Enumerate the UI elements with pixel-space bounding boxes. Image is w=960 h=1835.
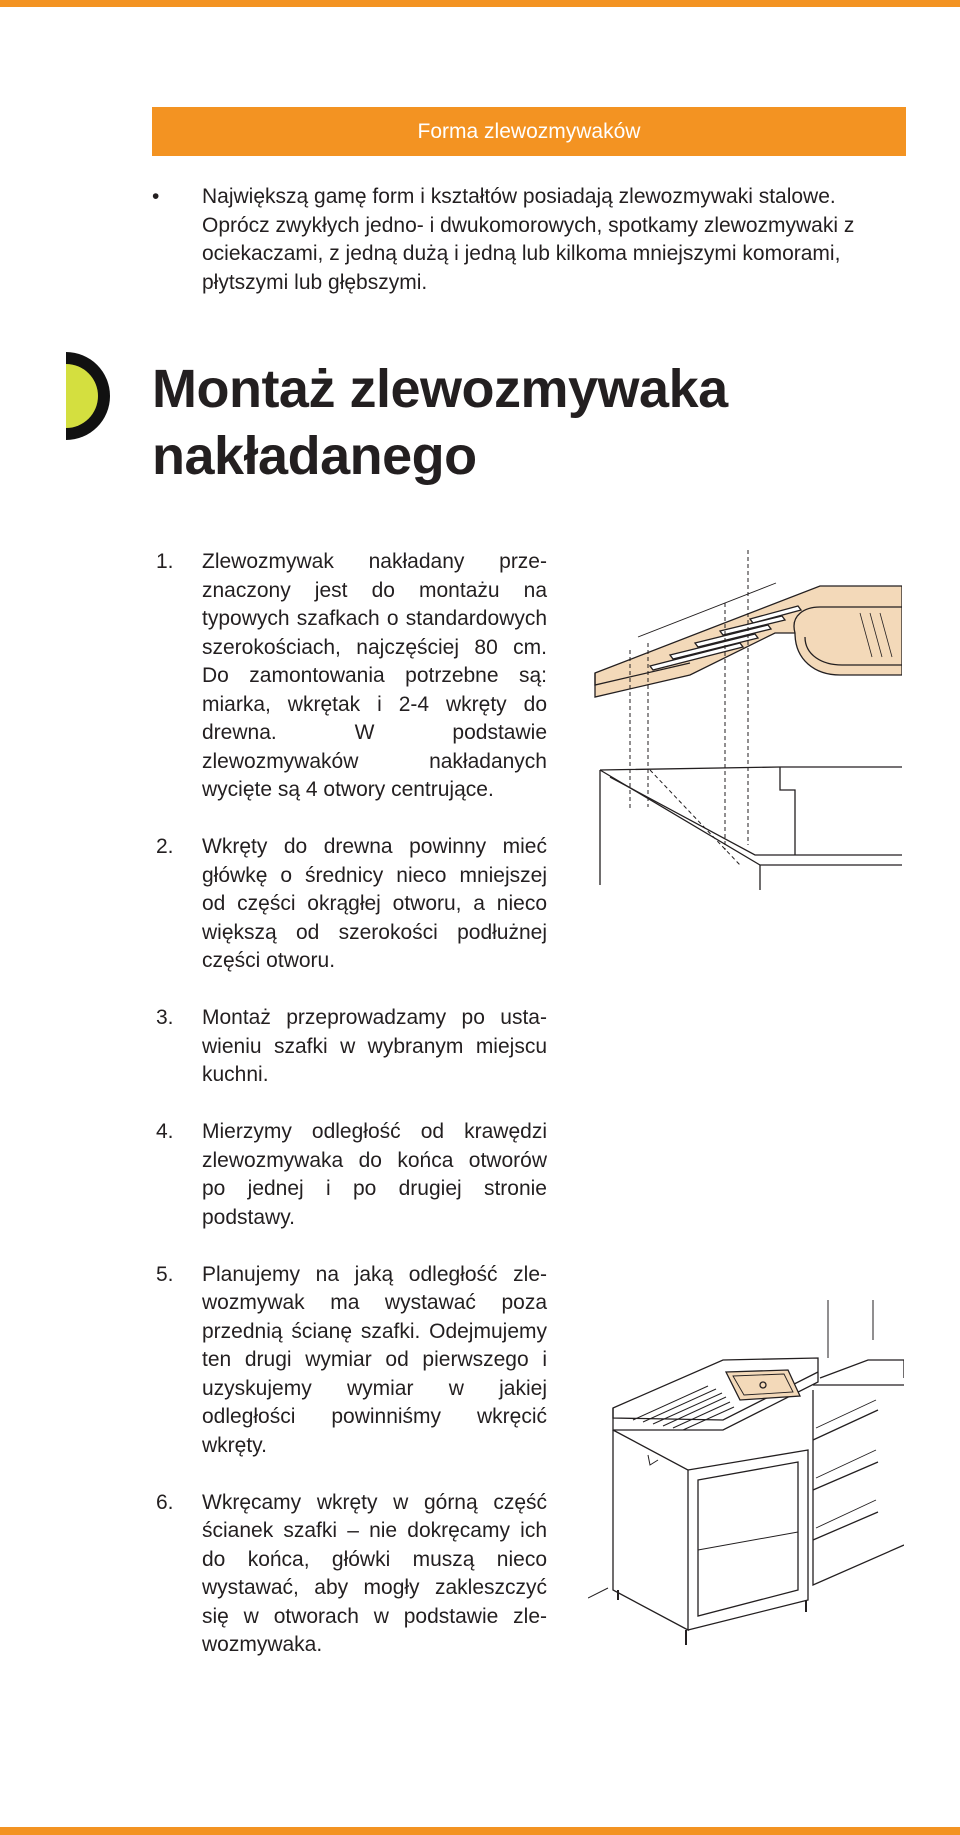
section-banner [152, 107, 906, 156]
step-text: Wkręty do drewna powinny mieć główkę o średnicy nieco mniejszej od części okrągłej otworu, a nieco większą od szerokości podłużnej części otworu. [202, 835, 547, 972]
screw-mark [648, 1455, 658, 1465]
intro-bullet-paragraph [152, 183, 906, 297]
alignment-line [650, 770, 740, 865]
step-item [152, 1004, 547, 1090]
bullet-glyph: • [152, 185, 160, 208]
drawer-divider [813, 1512, 878, 1540]
step-number: 2. [156, 835, 174, 858]
counter-top [820, 1360, 904, 1378]
drawer-divider [813, 1462, 878, 1490]
step-text: Mierzymy odległość od krawędzi zlewozmywaka do końca otworów po jednej i po drugiej stronie podstawy. [202, 1120, 547, 1229]
cabinet-opening [698, 1462, 798, 1616]
step-text: Wkręcamy wkręty w górną część ścianek szafki – nie dokręcamy ich do końca, główki muszą nieco wystawać, aby mogły zakleszczyć się w otworach w podstawie zlewozmywaka. [202, 1490, 547, 1656]
step-text: Zlewozmywak nakładany przeznaczony jest do montażu na typowych szafkach o standardowych szerokościach, najczęściej 80 cm. Do zamontowania potrzebne są: miarka, wkrętak i 2-4 wkręty do drewna. W podstawie zlewozmywaków nakładanych wycięte są 4 otwory centrujące. [202, 550, 547, 801]
drawer-handle [816, 1400, 876, 1528]
bottom-accent-rule [0, 1827, 960, 1835]
page-heading: Montaż zlewozmywaka nakładanego [152, 359, 728, 486]
step-item [152, 548, 547, 805]
cabinet-top-front [600, 770, 902, 865]
cabinet-shelf [698, 1532, 798, 1550]
chapter-marker-icon [66, 352, 110, 440]
cabinet-side [613, 1430, 688, 1630]
top-accent-rule [0, 0, 960, 7]
step-number: 3. [156, 1006, 174, 1029]
cabinet-top-back [600, 767, 902, 770]
mounted-sink-illustration [588, 1300, 904, 1650]
step-item [152, 1118, 547, 1232]
cabinet-leg [618, 1590, 806, 1645]
step-number: 6. [156, 1490, 174, 1514]
step-number: 4. [156, 1120, 174, 1143]
sink-mounting-illustration [590, 545, 902, 890]
section-title: Forma zlewozmywaków [417, 120, 641, 143]
cabinet-back-corner [780, 767, 795, 855]
step-number: 5. [156, 1262, 174, 1286]
step-text: Montaż przeprowadzamy po ustawieniu szafki w wybranym miejscu kuchni. [202, 1006, 547, 1086]
intro-text: Największą gamę form i kształtów posiadają zlewozmywaki stalowe. Oprócz zwykłych jedno- i dwukomorowych, spotkamy zlewozmywaki z ociekaczami, z jedną dużą i jedną lub kilkoma mniejszymi komorami, płytszymi lub głębszymi. [202, 185, 855, 294]
cabinet-inner-edge [610, 777, 902, 855]
step-item [152, 1261, 547, 1461]
floor-line [588, 1588, 608, 1598]
installation-steps [152, 548, 547, 1688]
step-text: Planujemy na jaką odległość zlewozmywak ma wystawać poza przednią ścianę szafki. Odejmujemy ten drugi wymiar od pierwszego i uzyskujemy wymiar w jakiej odległości powinniśmy wkręcić wkręty. [202, 1262, 547, 1457]
step-number: 1. [156, 550, 174, 573]
step-item [152, 833, 547, 976]
step-item [152, 1489, 547, 1660]
